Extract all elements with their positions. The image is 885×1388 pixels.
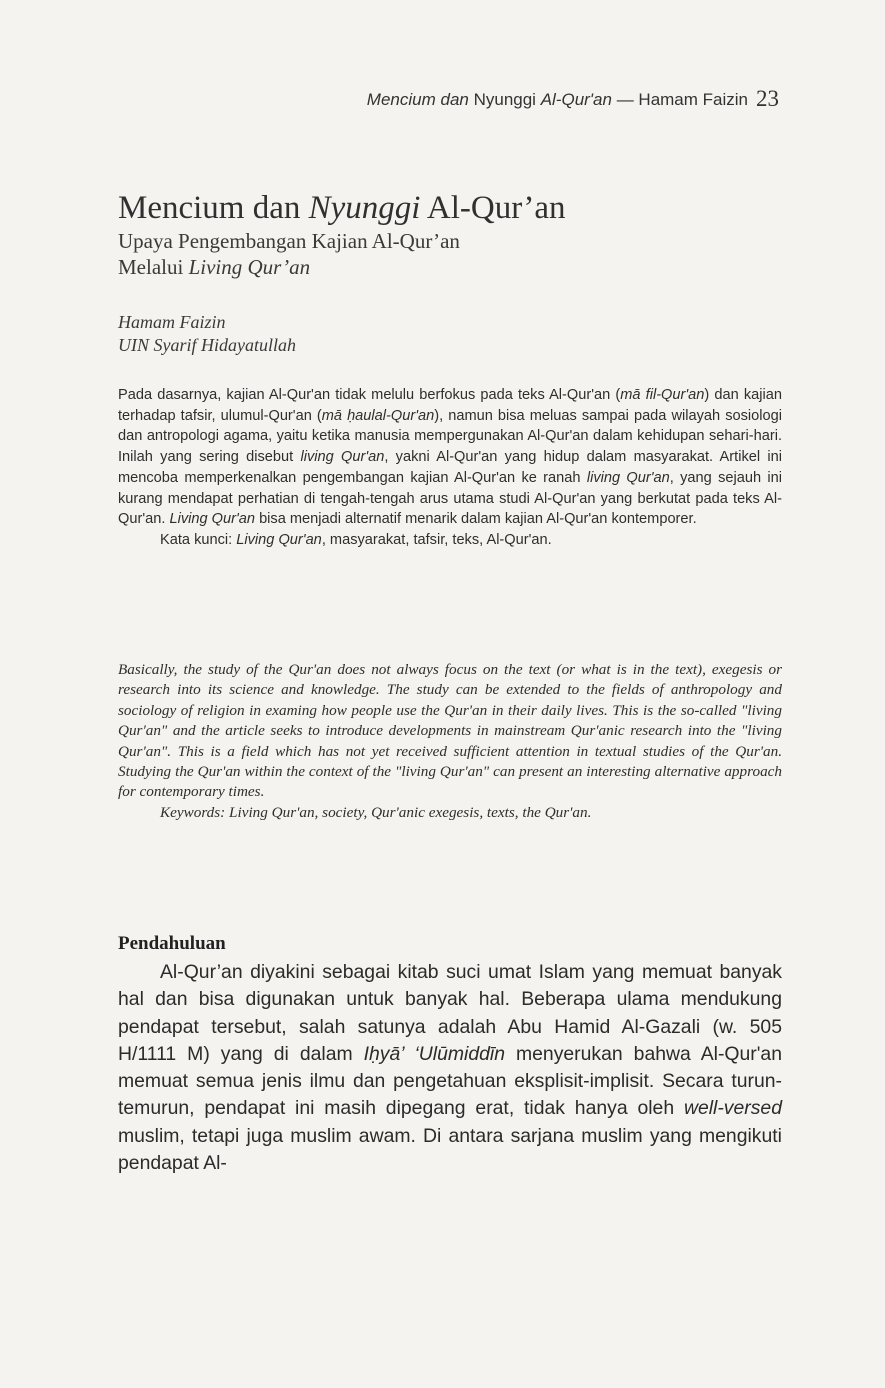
abstract-indonesian: [118, 385, 782, 551]
author-block: [118, 311, 296, 357]
keywords-id: Kata kunci: Living Qur'an, masyarakat, tafsir, teks, Al-Qur'an.: [160, 531, 552, 548]
title-block: [118, 188, 798, 280]
subtitle-2a: Melalui: [118, 255, 189, 279]
article-title: [118, 188, 798, 228]
author-name: Hamam Faizin: [118, 312, 226, 332]
body-text: [118, 959, 782, 1177]
keywords-en: Keywords: Living Qur'an, society, Qur'anic exegesis, texts, the Qur'an.: [160, 803, 592, 821]
abstract-id-text: Pada dasarnya, kajian Al-Qur'an tidak melulu berfokus pada teks Al-Qur'an (mā fil-Qur'an) dan kajian terhadap tafsir, ulumul-Qur'an (mā ḥaulal-Qur'an), namun bisa meluas sampai pada wilayah sosiologi dan antropologi agama, yaitu ketika manusia mempergunakan Al-Qur'an dalam kehidupan sehari-hari. Inilah yang sering disebut living Qur'an, yakni Al-Qur'an yang hidup dalam masyarakat. Artikel ini mencoba memperkenalkan pengembangan kajian Al-Qur'an ke ranah living Qur'an, yang sejauh ini kurang mendapat perhatian di tengah-tengah arus utama studi Al-Qur'an yang berkutat pada teks Al-Qur'an. Living Qur'an bisa menjadi alternatif menarik dalam kajian Al-Qur'an kontemporer.: [118, 387, 783, 528]
subtitle-2b: Living Qur’an: [188, 255, 311, 279]
running-header: [367, 86, 779, 112]
header-title-italic-3: Al-Qur'an: [540, 90, 612, 109]
article-subtitle-1: Upaya Pengembangan Kajian Al-Qur’an: [118, 229, 460, 253]
header-title-italic-1: Mencium dan: [366, 90, 469, 109]
header-title-2: Nyunggi: [468, 90, 541, 109]
body-paragraph: Al-Qur’an diyakini sebagai kitab suci umat Islam yang memuat banyak hal dan bisa digunakan untuk banyak hal. Beberapa ulama mendukung pendapat tersebut, salah satunya adalah Abu Hamid Al-Gazali (w. 505 H/1111 M) yang di dalam Iḥyā’ ‘Ulūmiddīn menyerukan bahwa Al-Qur'an memuat semua jenis ilmu dan pengetahuan eksplisit-implisit. Secara turun-temurun, pendapat ini masih dipegang erat, tidak hanya oleh well-versed muslim, tetapi juga muslim awam. Di antara sarjana muslim yang mengikuti pendapat Al-: [118, 961, 782, 1175]
article-title-italic: Nyunggi: [308, 190, 421, 226]
section-title: Pendahuluan: [118, 933, 226, 954]
header-author: — Hamam Faizin: [611, 90, 748, 109]
article-title-c: Al-Qur’an: [420, 190, 566, 226]
page-number: 23: [756, 86, 779, 111]
article-subtitle-2: [118, 254, 798, 280]
article-title-a: Mencium dan: [118, 190, 309, 226]
author-affiliation: UIN Syarif Hidayatullah: [118, 335, 296, 355]
abstract-english: [118, 660, 782, 823]
abstract-en-text: Basically, the study of the Qur'an does not always focus on the text (or what is in the text), exegesis or research into its science and knowledge. The study can be extended to the fields of anthropology and sociology of religion in examing how people use the Qur'an in their daily lives. This is the so-called "living Qur'an" and the article seeks to introduce developments in mainstream Qur'anic research into the "living Qur'an". This is a field which has not yet received sufficient attention in textual studies of the Qur'an. Studying the Qur'an within the context of the "living Qur'an" can present an interesting alternative approach for contemporary times.: [118, 661, 782, 801]
